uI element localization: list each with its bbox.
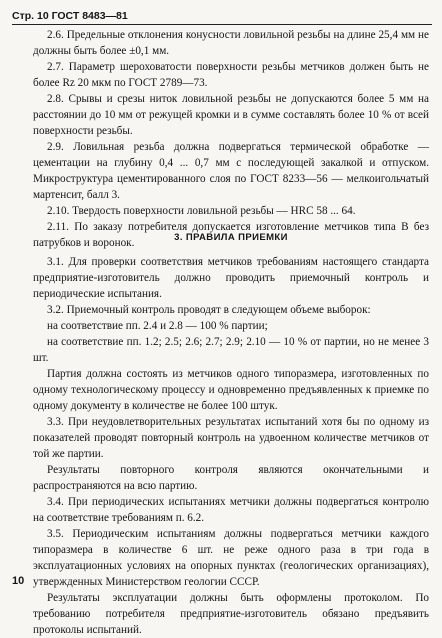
requirements-block — [33, 27, 429, 251]
paragraph-3-1: 3.1. Для проверки соответствия метчиков требованиям настоящего стандарта предприятие-изготовитель должно проводить приемочный контроль и периодические испытания. — [33, 256, 429, 300]
acceptance-rules-block — [33, 254, 429, 638]
paragraph-3-2: 3.2. Приемочный контроль проводят в следующем объеме выборок: — [47, 304, 371, 316]
page-header: Стр. 10 ГОСТ 8483—81 — [12, 10, 432, 25]
paragraph-2-9: 2.9. Ловильная резьба должна подвергаться термической обработке — цементации на глубину 0,4 ... 0,7 мм с последующей закалкой и отпуском. Микроструктура цементированного слоя по ГОСТ 8233—56 — мелкоигольчатый мартенсит, балл 3. — [33, 141, 429, 201]
paragraph-2-11: 2.11. По заказу потребителя допускается изготовление метчиков типа В без патрубков и воронок. — [33, 221, 429, 249]
paragraph-2-7: 2.7. Параметр шероховатости поверхности резьбы метчиков должен быть не более Rz 20 мкм по ГОСТ 2789—73. — [33, 61, 429, 89]
paragraph-3-3: 3.3. При неудовлетворительных результатах испытаний хотя бы по одному из показателей проводят повторный контроль на удвоенном количестве метчиков от той же партии. — [33, 416, 429, 460]
paragraph-2-10: 2.10. Твердость поверхности ловильной резьбы — HRC 58 ... 64. — [47, 205, 356, 217]
paragraph-results: Результаты эксплуатации должны быть оформлены протоколом. По требованию потребителя предприятие-изготовитель обязано предъявить протоколы испытаний. — [33, 592, 429, 636]
paragraph-3-2-item-1: на соответствие пп. 2.4 и 2.8 — 100 % партии; — [47, 320, 268, 332]
section-title: 3. ПРАВИЛА ПРИЕМКИ — [174, 232, 288, 243]
paragraph-2-6: 2.6. Предельные отклонения конусности ловильной резьбы на длине 25,4 мм не должны быть более ±0,1 мм. — [33, 29, 429, 57]
paragraph-3-4: 3.4. При периодических испытаниях метчики должны подвергаться контролю на соответствие требованиям п. 6.2. — [33, 496, 429, 524]
paragraph-batch: Партия должна состоять из метчиков одного типоразмера, изготовленных по одному технологическому процессу и одновременно предъявленных к приемке по одному документу в количестве не более 100 штук. — [33, 368, 429, 412]
paragraph-2-8: 2.8. Срывы и срезы ниток ловильной резьбы не допускаются более 5 мм на расстоянии до 10 мм от режущей кромки и в сумме составлять более 10 % от всей поверхности резьбы. — [33, 93, 429, 137]
paragraph-repeat-control: Результаты повторного контроля являются окончательными и распространяются на всю партию. — [33, 464, 429, 492]
section-title-block — [33, 230, 429, 246]
paragraph-3-2-item-2: на соответствие пп. 1.2; 2.5; 2.6; 2.7; 2.9; 2.10 — 10 % от партии, но не менее 3 шт. — [33, 336, 429, 364]
paragraph-3-5: 3.5. Периодическим испытаниям должны подвергаться метчики каждого типоразмера в количестве 6 шт. не реже одного раза в три года в эксплуатационных условиях на опорных пунктах (геологических организациях), утвержденных Министерством геологии СССР. — [33, 528, 429, 588]
page-number: 10 — [12, 575, 25, 587]
